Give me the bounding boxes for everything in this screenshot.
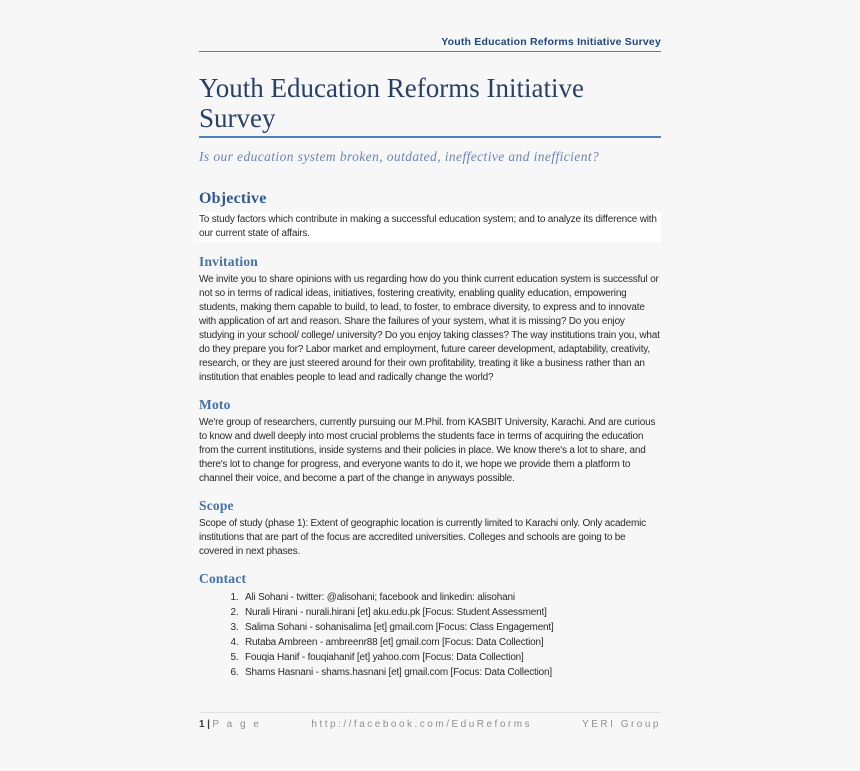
invitation-paragraph: We invite you to share opinions with us regarding how do you think current education system is successful or not so in terms of radical ideas, initiatives, fostering creativity, enabling quality education, empowering students, making them capable to build, to lead, to foster, to embrace diversity, to express and to innovate with application of art and reason. Share the failures of your system, what it is missing? Do you enjoy studying in your school/ college/ university? Do you enjoy taking classes? The way institutions train you, what do they prepare you for? Labor market and employment, future career development, adaptability, creativity, research, or they are just steered around for their own profitability, treating it like a business rather than an institution that enables people to lead and radically change the world?	[199, 274, 660, 383]
document-content	[199, 0, 661, 680]
running-header-text: Youth Education Reforms Initiative Survey	[441, 36, 661, 48]
section-heading-contact: Contact	[199, 571, 247, 586]
contact-item-nurali-hirani: 2. Nurali Hirani - nurali.hirani [et] aku.edu.pk [Focus: Student Assessment]	[241, 605, 661, 620]
section-heading-scope: Scope	[199, 498, 234, 513]
page-number-divider: |	[207, 719, 213, 730]
footer-group-name: YERI Group	[582, 719, 661, 730]
objective-paragraph: To study factors which contribute in making a successful education system; and to analyze its difference with our current state of affairs.	[199, 212, 661, 242]
contact-item-shams-hasnani: 6. Shams Hasnani - shams.hasnani [et] gmail.com [Focus: Data Collection]	[241, 665, 661, 680]
contact-item-rutaba-ambreen: 4. Rutaba Ambreen - ambreenr88 [et] gmail.com [Focus: Data Collection]	[241, 635, 661, 650]
page-footer	[199, 712, 661, 730]
section-heading-objective: Objective	[199, 190, 267, 207]
document-subtitle: Is our education system broken, outdated, ineffective and inefficient?	[199, 149, 600, 164]
section-heading-invitation: Invitation	[199, 254, 259, 269]
contact-list	[199, 590, 661, 680]
page-number-area	[199, 719, 261, 730]
footer-url: http://facebook.com/EduReforms	[311, 719, 533, 730]
page-label: P a g e	[212, 719, 262, 730]
section-heading-moto: Moto	[199, 397, 231, 412]
contact-item-ali-sohani: 1. Ali Sohani - twitter: @alisohani; facebook and linkedin: alisohani	[241, 590, 661, 605]
contact-item-fouqia-hanif: 5. Fouqia Hanif - fouqiahanif [et] yahoo.com [Focus: Data Collection]	[241, 650, 661, 665]
page-number: 1	[199, 719, 208, 730]
document-title: Youth Education Reforms Initiative Survey	[199, 73, 661, 138]
running-header	[199, 36, 661, 52]
contact-item-salima-sohani: 3. Salima Sohani - sohanisalima [et] gmail.com [Focus: Class Engagement]	[241, 620, 661, 635]
moto-paragraph: We're group of researchers, currently pursuing our M.Phil. from KASBIT University, Karachi. And are curious to know and dwell deeply into most crucial problems the students face in terms of acquiring the education from the current institutions, inside systems and their policies in place. We know there's a lot to share, and there's lot to change for progress, and everyone wants to do it, we hope we provide them a platform to channel their voice, and become a part of the change in anyways possible.	[199, 417, 656, 484]
scope-paragraph: Scope of study (phase 1): Extent of geographic location is currently limited to Karachi only. Only academic institutions that are part of the focus are accredited universities. Colleges and schools are going to be covered in next phases.	[199, 518, 646, 557]
